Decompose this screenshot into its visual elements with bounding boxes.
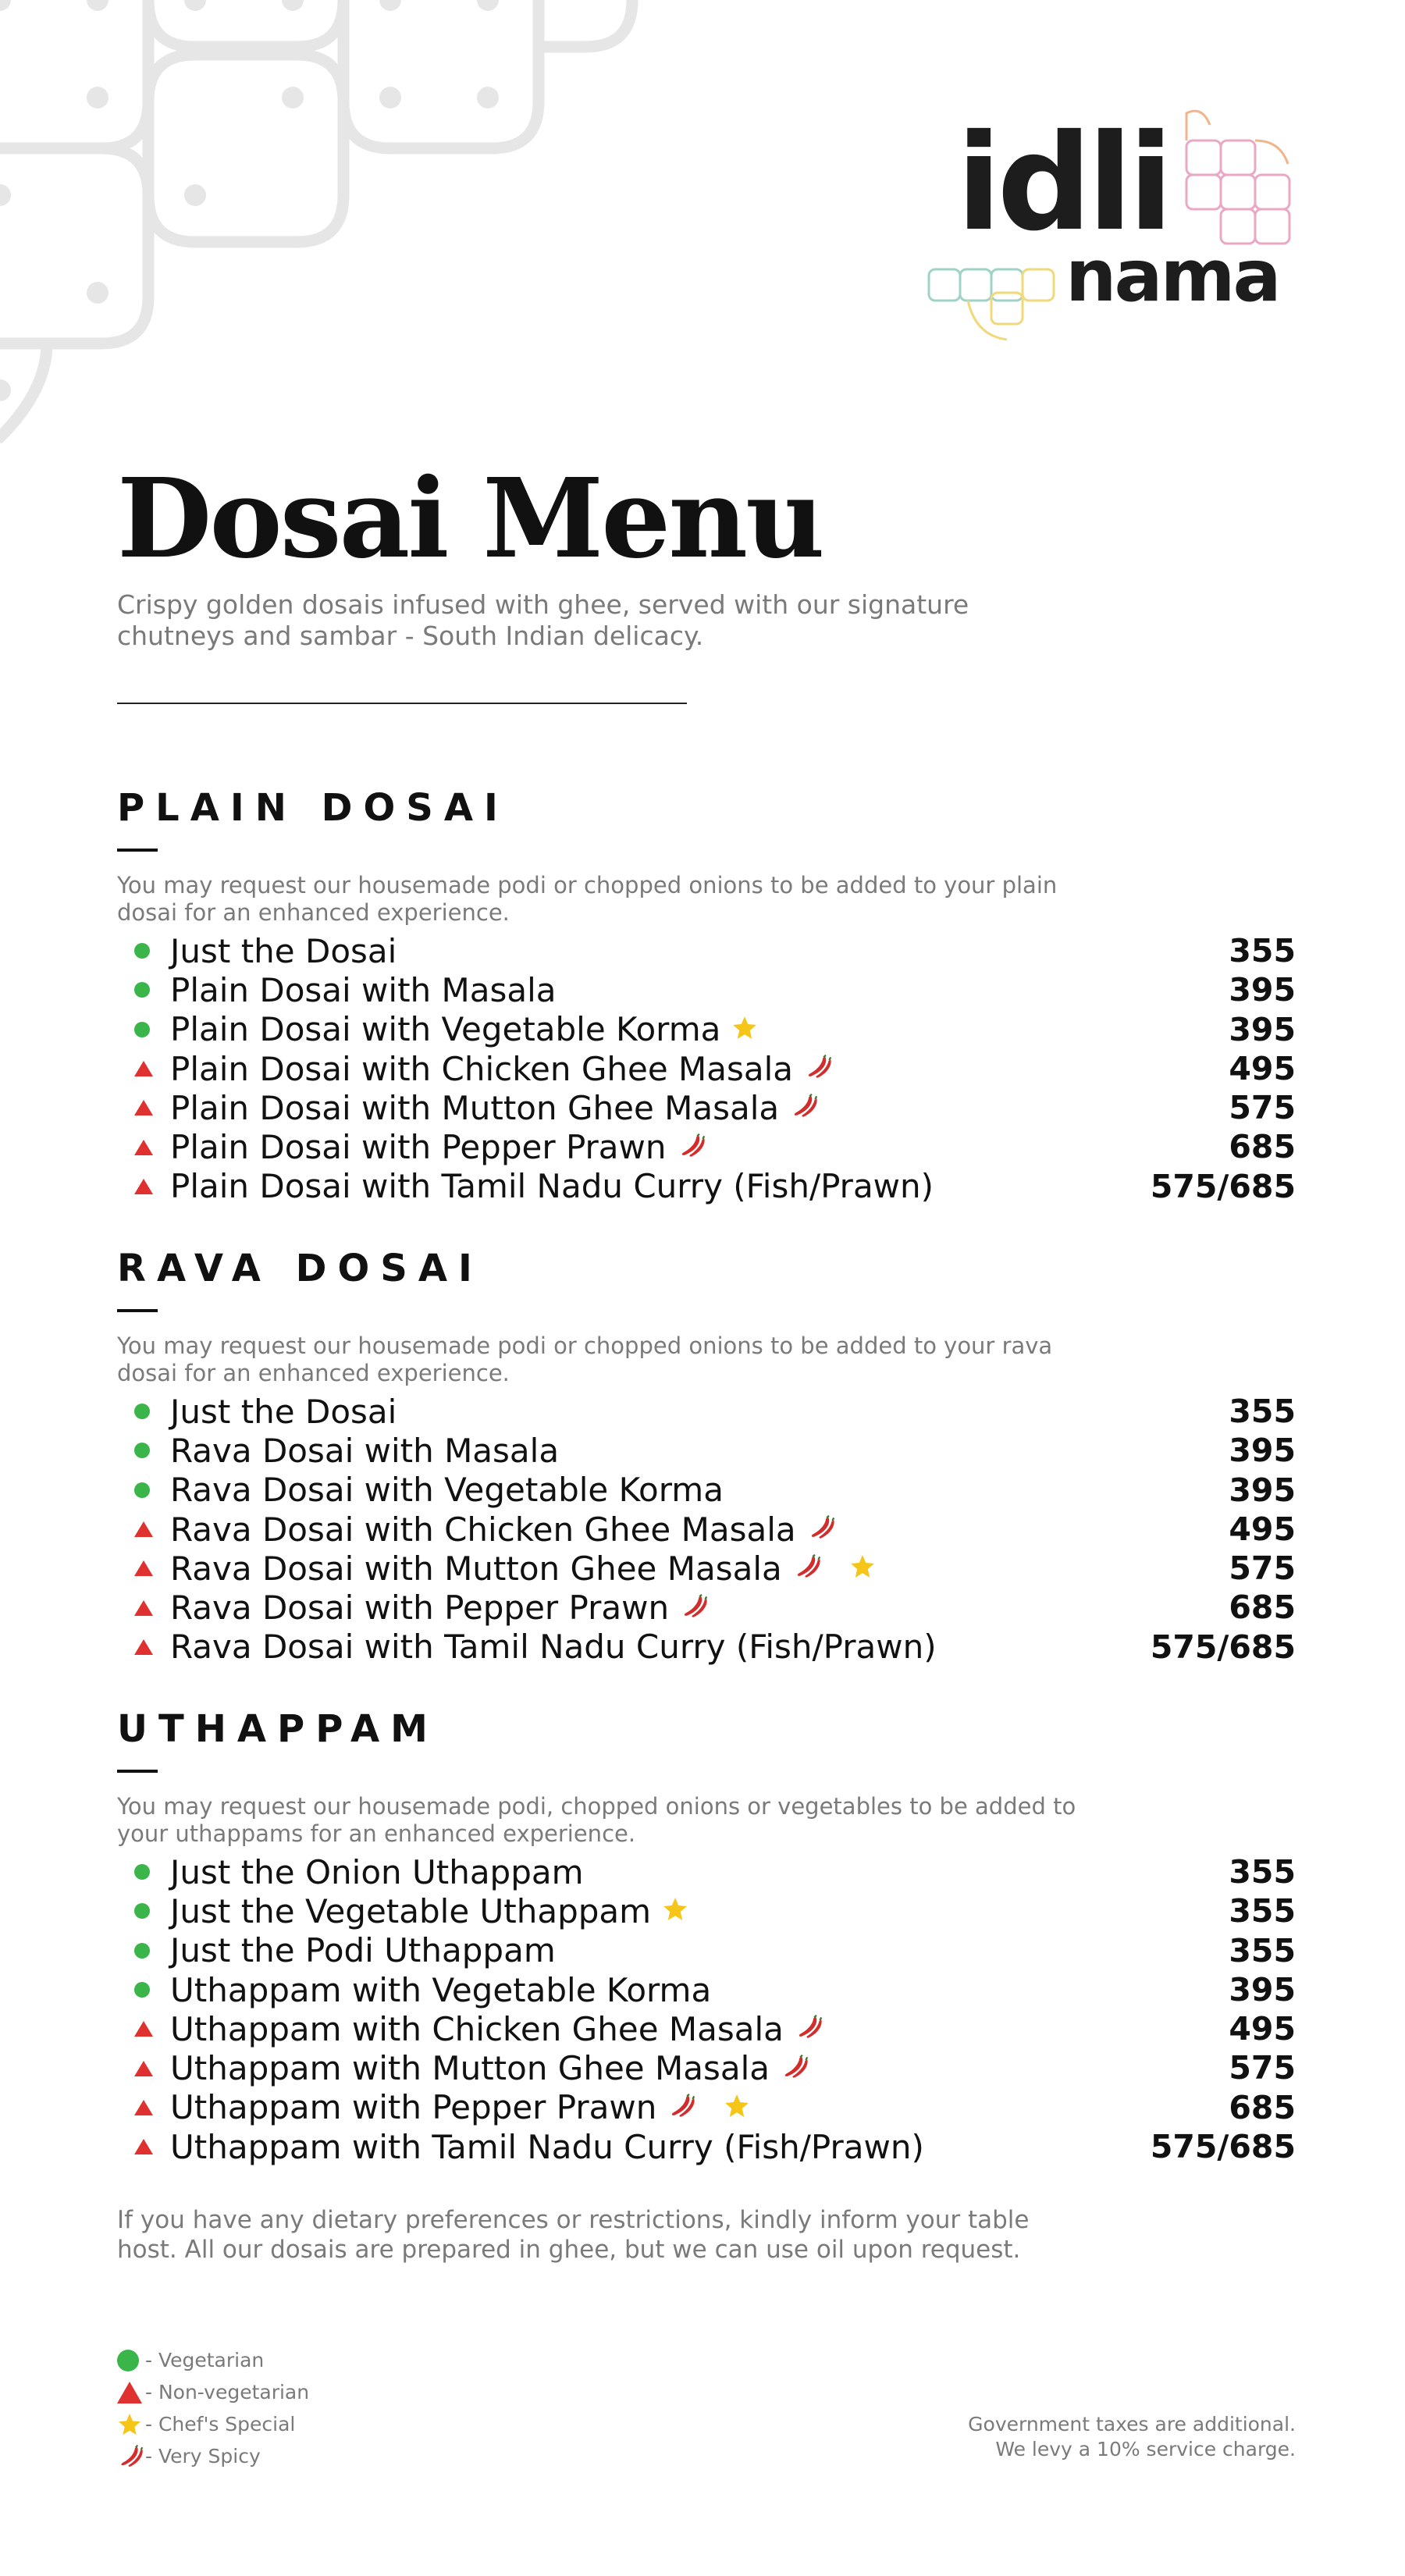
menu-item <box>117 1471 1296 1510</box>
chili-icon <box>117 2445 144 2468</box>
nonveg-triangle-icon <box>134 2061 153 2076</box>
item-price: 355 <box>1229 1393 1296 1430</box>
section-uthappam <box>117 1706 1296 2166</box>
nonveg-triangle-icon <box>134 2021 153 2037</box>
chili-icon <box>680 1594 708 1622</box>
menu-item <box>117 1891 1296 1930</box>
veg-dot-icon <box>117 2350 139 2371</box>
item-name: Plain Dosai with Pepper Prawn <box>170 1128 667 1167</box>
menu-item <box>117 1127 1296 1166</box>
nonveg-triangle-icon <box>117 2382 142 2403</box>
menu-item <box>117 1049 1296 1088</box>
nonveg-triangle-icon <box>134 1061 153 1076</box>
nonveg-triangle-icon <box>134 1521 153 1537</box>
item-price: 495 <box>1229 1049 1296 1087</box>
legend-item-very-spicy <box>117 2440 309 2472</box>
section-plain-dosai <box>117 785 1296 1206</box>
item-price: 575 <box>1229 1089 1296 1127</box>
item-price: 495 <box>1229 2010 1296 2048</box>
nonveg-triangle-icon <box>134 2139 153 2154</box>
star-icon <box>117 2412 142 2437</box>
nonveg-triangle-icon <box>134 1600 153 1616</box>
chili-icon <box>678 1133 706 1162</box>
legend-item-chef-special <box>117 2408 309 2440</box>
menu-item <box>117 1088 1296 1127</box>
section-note: You may request our housemade podi, chopped onions or vegetables to be added to your uthappams for an enhanced experience. <box>117 1793 1076 1847</box>
star-icon <box>662 1896 688 1926</box>
item-name: Rava Dosai with Pepper Prawn <box>170 1589 670 1628</box>
legend-label: - Chef's Special <box>145 2413 296 2435</box>
star-icon <box>731 1015 758 1044</box>
menu-item <box>117 1931 1296 1970</box>
star-icon <box>724 2093 750 2122</box>
veg-dot-icon <box>134 1943 150 1959</box>
page-title: Dosai Menu <box>117 455 823 583</box>
menu-item <box>117 2009 1296 2048</box>
item-price: 395 <box>1229 1432 1296 1470</box>
nonveg-triangle-icon <box>134 1179 153 1194</box>
section-heading: PLAIN DOSAI <box>117 786 509 830</box>
item-name: Just the Dosai <box>170 931 397 970</box>
chili-icon <box>790 1094 818 1122</box>
legend-item-nonveg <box>117 2376 309 2408</box>
service-charge-line: We levy a 10% service charge. <box>995 2438 1296 2460</box>
nonveg-triangle-icon <box>134 1140 153 1155</box>
chili-icon <box>795 2015 823 2043</box>
menu-item <box>117 1167 1296 1206</box>
item-price: 685 <box>1229 1589 1296 1627</box>
item-price: 355 <box>1229 932 1296 970</box>
legend-item-vegetarian <box>117 2344 309 2376</box>
section-note: You may request our housemade podi or chopped onions to be added to your rava dosai for an enhanced experience. <box>117 1332 1053 1386</box>
menu-item <box>117 1510 1296 1549</box>
item-price: 355 <box>1229 1892 1296 1930</box>
item-name: Uthappam with Tamil Nadu Curry (Fish/Prawn) <box>170 2127 924 2166</box>
item-price: 395 <box>1229 1471 1296 1509</box>
item-name: Just the Vegetable Uthappam <box>170 1891 652 1930</box>
veg-dot-icon <box>134 943 150 959</box>
item-price: 395 <box>1229 1970 1296 2008</box>
menu-items-list <box>117 1392 1296 1667</box>
item-price: 355 <box>1229 1931 1296 1969</box>
item-price: 685 <box>1229 1128 1296 1166</box>
item-name: Rava Dosai with Tamil Nadu Curry (Fish/Prawn) <box>170 1628 937 1667</box>
item-price: 495 <box>1229 1510 1296 1548</box>
item-price: 395 <box>1229 971 1296 1009</box>
item-price: 395 <box>1229 1010 1296 1048</box>
tax-note <box>968 2412 1296 2462</box>
nonveg-triangle-icon <box>134 2100 153 2115</box>
veg-dot-icon <box>134 1982 150 1998</box>
nonveg-triangle-icon <box>134 1639 153 1655</box>
title-divider <box>117 703 687 704</box>
veg-dot-icon <box>134 1443 150 1458</box>
nonveg-triangle-icon <box>134 1100 153 1115</box>
star-icon <box>849 1553 876 1583</box>
veg-dot-icon <box>134 1404 150 1419</box>
item-name: Just the Dosai <box>170 1392 397 1431</box>
dietary-footnote: If you have any dietary preferences or restrictions, kindly inform your table host. All our dosais are prepared in ghee, but we can use oil upon request. <box>117 2206 1030 2264</box>
item-name: Plain Dosai with Tamil Nadu Curry (Fish/Prawn) <box>170 1167 934 1206</box>
menu-item <box>117 1549 1296 1588</box>
legend-label: - Non-vegetarian <box>145 2381 310 2403</box>
menu-items-list <box>117 1852 1296 2166</box>
item-name: Uthappam with Mutton Ghee Masala <box>170 2049 770 2088</box>
menu-item <box>117 1010 1296 1049</box>
chili-icon <box>804 1055 832 1083</box>
menu-item <box>117 2127 1296 2166</box>
veg-dot-icon <box>134 1903 150 1919</box>
item-name: Plain Dosai with Mutton Ghee Masala <box>170 1088 780 1127</box>
menu-item <box>117 1628 1296 1667</box>
section-heading: UTHAPPAM <box>117 1707 439 1751</box>
nonveg-triangle-icon <box>134 1560 153 1576</box>
tax-note-line: Government taxes are additional. <box>968 2413 1296 2435</box>
legend-label: - Vegetarian <box>145 2349 265 2371</box>
item-name: Uthappam with Pepper Prawn <box>170 2088 657 2127</box>
item-price: 685 <box>1229 2088 1296 2126</box>
item-name: Rava Dosai with Vegetable Korma <box>170 1471 724 1510</box>
menu-item <box>117 1431 1296 1470</box>
page-subtitle: Crispy golden dosais infused with ghee, served with our signature chutneys and sambar - South Indian delicacy. <box>117 589 969 651</box>
item-price: 575 <box>1229 2049 1296 2087</box>
item-price: 575/685 <box>1150 1167 1296 1205</box>
item-price: 575/685 <box>1150 1628 1296 1666</box>
chili-icon <box>807 1515 835 1543</box>
item-name: Plain Dosai with Masala <box>170 970 557 1009</box>
item-price: 355 <box>1229 1853 1296 1891</box>
veg-dot-icon <box>134 982 150 998</box>
menu-item <box>117 970 1296 1009</box>
veg-dot-icon <box>134 1864 150 1880</box>
item-name: Uthappam with Chicken Ghee Masala <box>170 2009 784 2048</box>
veg-dot-icon <box>134 1022 150 1037</box>
section-note: You may request our housemade podi or chopped onions to be added to your plain dosai for an enhanced experience. <box>117 872 1058 926</box>
menu-item <box>117 1588 1296 1627</box>
section-heading: RAVA DOSAI <box>117 1247 483 1290</box>
item-name: Rava Dosai with Mutton Ghee Masala <box>170 1549 782 1588</box>
legend-label: - Very Spicy <box>145 2445 261 2467</box>
section-rava-dosai <box>117 1245 1296 1667</box>
item-price: 575/685 <box>1150 2128 1296 2166</box>
menu-item <box>117 931 1296 970</box>
menu-item <box>117 2088 1296 2127</box>
menu-item <box>117 2048 1296 2087</box>
kolam-pattern-decoration <box>0 0 640 445</box>
section-divider <box>117 1309 158 1312</box>
item-name: Just the Podi Uthappam <box>170 1931 556 1970</box>
menu-item <box>117 1970 1296 2009</box>
menu-items-list <box>117 931 1296 1206</box>
item-name: Plain Dosai with Chicken Ghee Masala <box>170 1049 794 1088</box>
item-name: Plain Dosai with Vegetable Korma <box>170 1010 721 1049</box>
item-name: Rava Dosai with Masala <box>170 1431 560 1470</box>
item-name: Just the Onion Uthappam <box>170 1852 584 1891</box>
logo-word-nama: nama <box>1065 234 1279 318</box>
item-name: Uthappam with Vegetable Korma <box>170 1970 712 2009</box>
chili-icon <box>781 2055 809 2083</box>
brand-logo <box>921 106 1304 351</box>
chili-icon <box>667 2094 695 2122</box>
legend <box>117 2344 309 2472</box>
section-divider <box>117 849 158 852</box>
section-divider <box>117 1770 158 1773</box>
veg-dot-icon <box>134 1482 150 1498</box>
item-name: Rava Dosai with Chicken Ghee Masala <box>170 1510 796 1549</box>
menu-item <box>117 1852 1296 1891</box>
menu-item <box>117 1392 1296 1431</box>
item-price: 575 <box>1229 1550 1296 1588</box>
logo-word-idli: idli <box>956 106 1169 261</box>
chili-icon <box>793 1554 821 1582</box>
